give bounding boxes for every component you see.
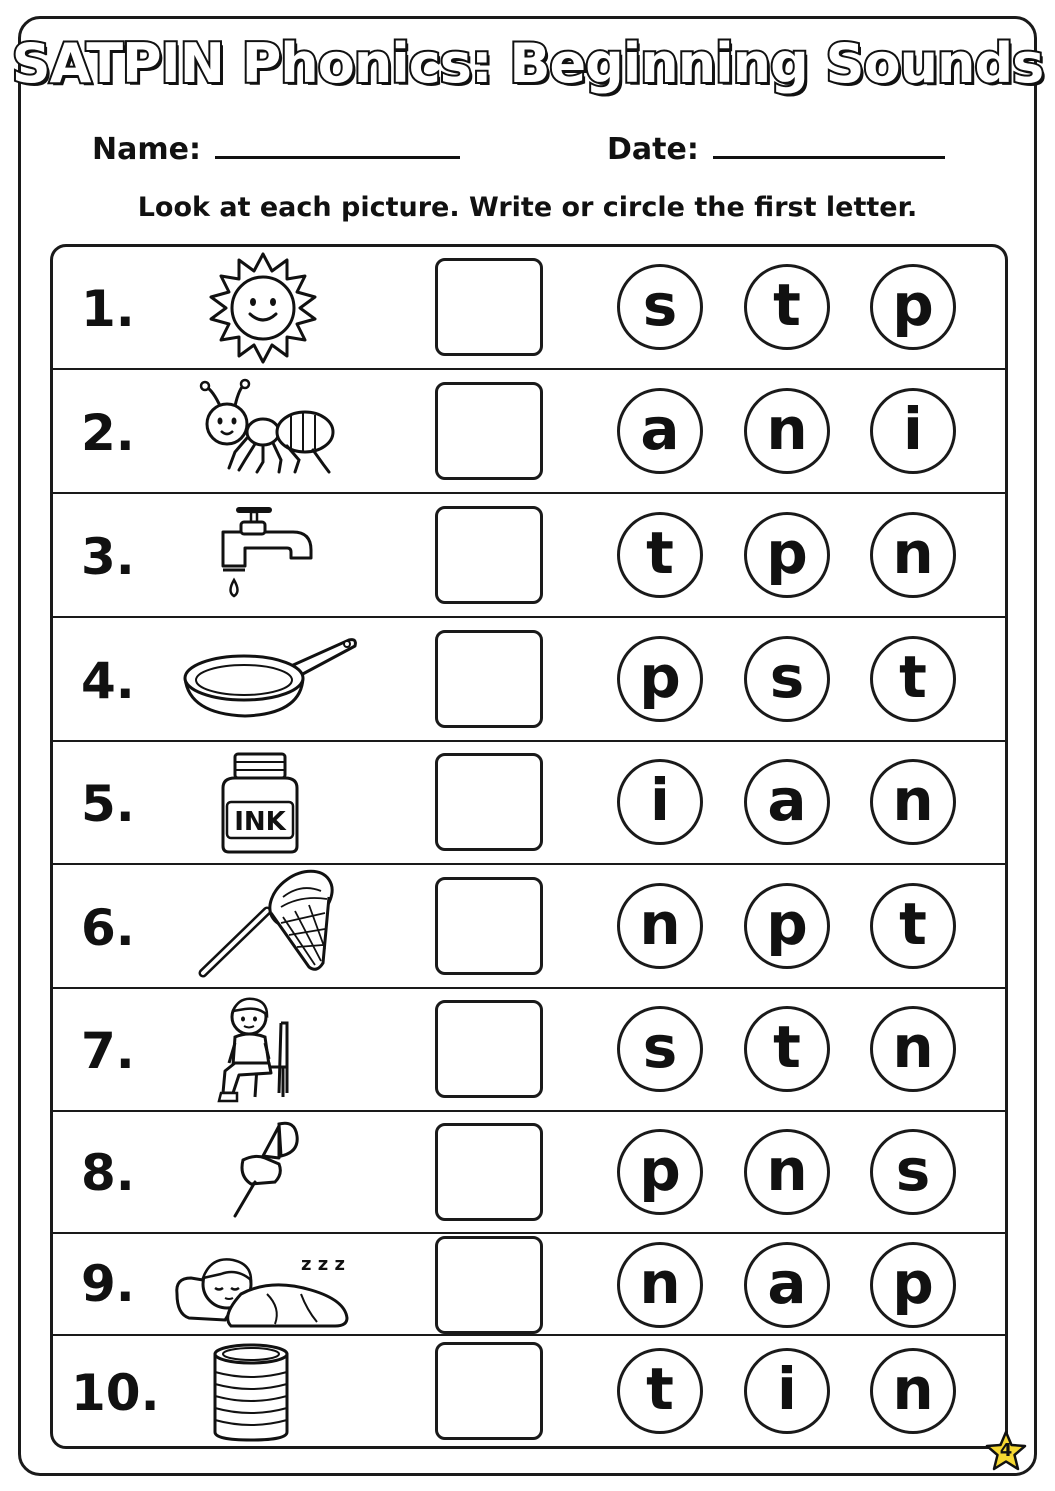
letter-choice[interactable]: p <box>617 1129 703 1215</box>
ink-bottle-icon <box>183 748 343 858</box>
exercise-row <box>53 370 1005 494</box>
letter-choice[interactable]: p <box>617 636 703 722</box>
tap-icon <box>183 500 343 612</box>
row-number: 2. <box>81 404 135 462</box>
letter-choice[interactable]: i <box>617 759 703 845</box>
row-number: 4. <box>81 652 135 710</box>
exercise-table <box>50 244 1008 1449</box>
answer-box[interactable] <box>435 877 543 975</box>
worksheet-title: SATPIN Phonics: Beginning Sounds <box>11 32 1044 95</box>
letter-choice[interactable]: p <box>744 512 830 598</box>
answer-box[interactable] <box>435 1123 543 1221</box>
row-number: 5. <box>81 775 135 833</box>
letter-choice[interactable]: t <box>617 512 703 598</box>
answer-box[interactable] <box>435 753 543 851</box>
exercise-row <box>53 618 1005 742</box>
letter-choice[interactable]: a <box>744 759 830 845</box>
pan-icon <box>181 626 361 734</box>
answer-box[interactable] <box>435 1342 543 1440</box>
letter-choice[interactable]: t <box>617 1348 703 1434</box>
name-label: Name: <box>92 132 201 167</box>
letter-choice[interactable]: a <box>744 1242 830 1328</box>
answer-box[interactable] <box>435 382 543 480</box>
letter-choice[interactable]: s <box>870 1129 956 1215</box>
letter-choice[interactable]: s <box>617 264 703 350</box>
letter-choice[interactable]: n <box>870 1348 956 1434</box>
exercise-row <box>53 989 1005 1112</box>
ant-icon <box>183 378 343 488</box>
instructions: Look at each picture. Write or circle the first letter. <box>137 192 918 223</box>
letter-choice[interactable]: p <box>870 264 956 350</box>
exercise-row <box>53 1336 1005 1446</box>
row-number: 6. <box>81 899 135 957</box>
letter-choice[interactable]: n <box>870 1006 956 1092</box>
letter-choice[interactable]: t <box>744 264 830 350</box>
letter-choice[interactable]: p <box>870 1242 956 1328</box>
answer-box[interactable] <box>435 506 543 604</box>
tin-can-icon <box>183 1342 343 1442</box>
letter-choice[interactable]: n <box>617 1242 703 1328</box>
letter-choice[interactable]: n <box>870 512 956 598</box>
row-number: 9. <box>81 1255 135 1313</box>
row-number: 1. <box>81 280 135 338</box>
exercise-row <box>53 247 1005 370</box>
letter-choice[interactable]: i <box>870 388 956 474</box>
letter-choice[interactable]: t <box>870 636 956 722</box>
letter-choice[interactable]: t <box>870 883 956 969</box>
name-field[interactable] <box>92 132 460 167</box>
letter-choice[interactable]: n <box>744 1129 830 1215</box>
letter-choice[interactable]: p <box>744 883 830 969</box>
net-icon <box>183 869 343 985</box>
date-field[interactable] <box>607 132 945 167</box>
letter-choice[interactable]: i <box>744 1348 830 1434</box>
letter-choice[interactable]: t <box>744 1006 830 1092</box>
napping-child-icon <box>171 1234 361 1334</box>
exercise-row <box>53 494 1005 618</box>
exercise-row <box>53 865 1005 989</box>
sleep-zzz: z z z <box>301 1254 345 1275</box>
name-line[interactable] <box>215 155 460 159</box>
date-label: Date: <box>607 132 699 167</box>
letter-choice[interactable]: n <box>617 883 703 969</box>
letter-choice[interactable]: a <box>617 388 703 474</box>
exercise-row <box>53 1234 1005 1336</box>
answer-box[interactable] <box>435 630 543 728</box>
answer-box[interactable] <box>435 1000 543 1098</box>
pin-icon <box>183 1116 343 1230</box>
answer-box[interactable] <box>435 1236 543 1334</box>
row-number: 10. <box>71 1364 160 1422</box>
letter-choice[interactable]: n <box>870 759 956 845</box>
sitting-boy-icon <box>183 993 343 1107</box>
page-number: 4 <box>999 1440 1013 1461</box>
sun-icon <box>183 251 343 365</box>
exercise-row <box>53 742 1005 865</box>
ink-label: INK <box>234 807 286 837</box>
row-number: 7. <box>81 1022 135 1080</box>
letter-choice[interactable]: s <box>617 1006 703 1092</box>
letter-choice[interactable]: n <box>744 388 830 474</box>
exercise-row <box>53 1112 1005 1234</box>
row-number: 8. <box>81 1144 135 1202</box>
answer-box[interactable] <box>435 258 543 356</box>
date-line[interactable] <box>713 155 945 159</box>
row-number: 3. <box>81 528 135 586</box>
letter-choice[interactable]: s <box>744 636 830 722</box>
